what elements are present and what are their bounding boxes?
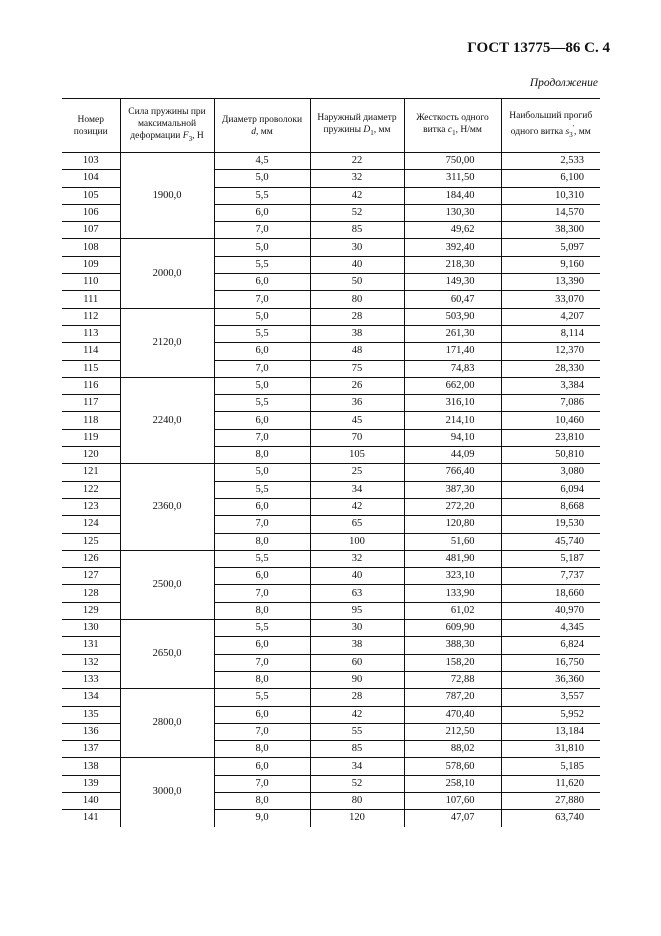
cell-position: 138 <box>62 758 120 775</box>
cell-force: 2650,0 <box>120 620 214 689</box>
cell-wire-diameter: 6,0 <box>214 706 310 723</box>
cell-stiffness: 130,30 <box>404 204 501 221</box>
cell-stiffness: 481,90 <box>404 550 501 567</box>
cell-deflection: 16,750 <box>501 654 600 671</box>
cell-stiffness: 212,50 <box>404 723 501 740</box>
cell-outer-diameter: 60 <box>310 654 404 671</box>
cell-wire-diameter: 7,0 <box>214 516 310 533</box>
cell-position: 113 <box>62 325 120 342</box>
cell-position: 118 <box>62 412 120 429</box>
cell-position: 122 <box>62 481 120 498</box>
cell-stiffness: 51,60 <box>404 533 501 550</box>
cell-deflection: 10,460 <box>501 412 600 429</box>
cell-outer-diameter: 90 <box>310 671 404 688</box>
cell-force: 2360,0 <box>120 464 214 550</box>
cell-wire-diameter: 6,0 <box>214 412 310 429</box>
cell-wire-diameter: 7,0 <box>214 360 310 377</box>
cell-wire-diameter: 6,0 <box>214 568 310 585</box>
cell-stiffness: 107,60 <box>404 792 501 809</box>
cell-wire-diameter: 6,0 <box>214 274 310 291</box>
cell-wire-diameter: 7,0 <box>214 723 310 740</box>
cell-position: 116 <box>62 377 120 394</box>
page-title: ГОСТ 13775—86 С. 4 <box>467 40 610 56</box>
cell-outer-diameter: 95 <box>310 602 404 619</box>
cell-deflection: 50,810 <box>555 449 584 461</box>
table-row <box>62 377 600 394</box>
cell-deflection: 13,390 <box>501 274 600 291</box>
cell-wire-diameter: 6,0 <box>214 204 310 221</box>
cell-wire-diameter: 5,5 <box>214 550 310 567</box>
cell-stiffness: 49,62 <box>404 222 501 239</box>
table-row <box>62 550 600 567</box>
cell-deflection: 63,740 <box>555 812 584 824</box>
cell-wire-diameter: 6,0 <box>214 758 310 775</box>
cell-position: 130 <box>62 620 120 637</box>
cell-position: 137 <box>62 741 120 758</box>
cell-wire-diameter: 5,0 <box>214 464 310 481</box>
cell-deflection: 36,360 <box>555 674 584 686</box>
cell-outer-diameter: 42 <box>310 187 404 204</box>
cell-position: 115 <box>62 360 120 377</box>
cell-outer-diameter: 85 <box>310 741 404 758</box>
cell-deflection: 5,952 <box>501 706 600 723</box>
cell-outer-diameter: 50 <box>310 274 404 291</box>
cell-force: 3000,0 <box>120 758 214 827</box>
col-header-stiffness: Жесткость одного витка $c_1$, Н/мм <box>404 99 501 153</box>
cell-deflection: 4,207 <box>501 308 600 325</box>
table-row <box>62 464 600 481</box>
col-header-outer-diameter: Наружный диаметр пружины $D_1$, мм <box>310 99 404 153</box>
cell-outer-diameter: 105 <box>310 447 404 464</box>
cell-position: 124 <box>62 516 120 533</box>
cell-deflection: 45,740 <box>555 535 584 547</box>
cell-position: 120 <box>62 447 120 464</box>
cell-outer-diameter: 80 <box>310 792 404 809</box>
cell-outer-diameter: 38 <box>310 325 404 342</box>
cell-stiffness: 214,10 <box>404 412 501 429</box>
table-row <box>62 689 600 706</box>
col-header-force: Сила пружины при максимальной деформации $F_3$, Н <box>120 99 214 153</box>
cell-deflection: 3,384 <box>501 377 600 394</box>
cell-stiffness: 258,10 <box>404 775 501 792</box>
cell-outer-diameter: 70 <box>310 429 404 446</box>
cell-outer-diameter: 28 <box>310 308 404 325</box>
cell-outer-diameter: 40 <box>310 568 404 585</box>
cell-deflection: 6,100 <box>501 170 600 187</box>
cell-position: 106 <box>62 204 120 221</box>
cell-stiffness: 261,30 <box>404 325 501 342</box>
cell-wire-diameter: 8,0 <box>214 741 310 758</box>
cell-wire-diameter: 6,0 <box>214 343 310 360</box>
cell-wire-diameter: 7,0 <box>214 429 310 446</box>
cell-force: 2120,0 <box>120 308 214 377</box>
cell-position: 127 <box>62 568 120 585</box>
cell-deflection: 27,880 <box>501 792 600 809</box>
cell-stiffness: 662,00 <box>404 377 501 394</box>
cell-stiffness: 316,10 <box>404 395 501 412</box>
cell-deflection: 23,810 <box>501 429 600 446</box>
cell-position: 104 <box>62 170 120 187</box>
cell-position: 107 <box>62 222 120 239</box>
cell-wire-diameter: 5,5 <box>214 481 310 498</box>
cell-deflection: 6,094 <box>501 481 600 498</box>
cell-deflection: 12,370 <box>501 343 600 360</box>
cell-stiffness: 750,00 <box>404 153 501 170</box>
cell-stiffness: 503,90 <box>404 308 501 325</box>
cell-deflection: 38,300 <box>555 224 584 236</box>
cell-wire-diameter: 5,5 <box>214 689 310 706</box>
cell-deflection: 5,097 <box>501 239 600 256</box>
cell-outer-diameter: 48 <box>310 343 404 360</box>
cell-stiffness: 609,90 <box>404 620 501 637</box>
cell-deflection: 8,668 <box>501 498 600 515</box>
cell-wire-diameter: 7,0 <box>214 585 310 602</box>
cell-wire-diameter: 5,0 <box>214 239 310 256</box>
cell-wire-diameter: 7,0 <box>214 654 310 671</box>
cell-wire-diameter: 5,5 <box>214 256 310 273</box>
cell-outer-diameter: 42 <box>310 706 404 723</box>
cell-position: 136 <box>62 723 120 740</box>
col-header-deflection: Наибольший прогиб одного витка $s_3'$, мм <box>501 99 600 153</box>
cell-deflection: 14,570 <box>501 204 600 221</box>
cell-outer-diameter: 25 <box>310 464 404 481</box>
cell-outer-diameter: 38 <box>310 637 404 654</box>
cell-wire-diameter: 5,0 <box>214 377 310 394</box>
cell-wire-diameter: 4,5 <box>214 153 310 170</box>
cell-wire-diameter: 8,0 <box>214 533 310 550</box>
cell-position: 140 <box>62 792 120 809</box>
cell-wire-diameter: 8,0 <box>214 602 310 619</box>
cell-force: 2240,0 <box>120 377 214 463</box>
cell-stiffness: 387,30 <box>404 481 501 498</box>
cell-deflection: 5,187 <box>501 550 600 567</box>
cell-deflection: 7,086 <box>501 395 600 412</box>
cell-deflection: 11,620 <box>501 775 600 792</box>
cell-position: 139 <box>62 775 120 792</box>
cell-outer-diameter: 30 <box>310 620 404 637</box>
spring-table <box>62 98 600 827</box>
cell-wire-diameter: 6,0 <box>214 637 310 654</box>
cell-stiffness: 72,88 <box>404 671 501 688</box>
cell-deflection: 9,160 <box>501 256 600 273</box>
cell-position: 141 <box>62 810 120 827</box>
cell-position: 105 <box>62 187 120 204</box>
cell-stiffness: 158,20 <box>404 654 501 671</box>
table-row <box>62 620 600 637</box>
cell-wire-diameter: 5,0 <box>214 170 310 187</box>
col-header-position: Номер позиции <box>62 99 120 153</box>
cell-outer-diameter: 45 <box>310 412 404 429</box>
cell-stiffness: 388,30 <box>404 637 501 654</box>
cell-position: 108 <box>62 239 120 256</box>
cell-position: 117 <box>62 395 120 412</box>
cell-outer-diameter: 52 <box>310 775 404 792</box>
cell-position: 125 <box>62 533 120 550</box>
cell-wire-diameter: 8,0 <box>214 671 310 688</box>
cell-wire-diameter: 7,0 <box>214 775 310 792</box>
cell-position: 114 <box>62 343 120 360</box>
cell-stiffness: 94,10 <box>404 429 501 446</box>
cell-deflection: 8,114 <box>501 325 600 342</box>
cell-outer-diameter: 32 <box>310 170 404 187</box>
cell-wire-diameter: 8,0 <box>214 792 310 809</box>
cell-deflection: 3,080 <box>501 464 600 481</box>
cell-deflection: 13,184 <box>501 723 600 740</box>
cell-position: 111 <box>62 291 120 308</box>
cell-position: 123 <box>62 498 120 515</box>
cell-outer-diameter: 52 <box>310 204 404 221</box>
data-table <box>62 98 600 827</box>
cell-stiffness: 392,40 <box>404 239 501 256</box>
cell-deflection: 33,070 <box>555 293 584 305</box>
cell-position: 129 <box>62 602 120 619</box>
cell-deflection: 2,533 <box>501 153 600 170</box>
cell-position: 112 <box>62 308 120 325</box>
table-row <box>62 308 600 325</box>
cell-outer-diameter: 55 <box>310 723 404 740</box>
cell-deflection: 3,557 <box>501 689 600 706</box>
cell-outer-diameter: 40 <box>310 256 404 273</box>
cell-stiffness: 184,40 <box>404 187 501 204</box>
col-header-wire-diameter: Диаметр проволоки d, мм <box>214 99 310 153</box>
cell-stiffness: 120,80 <box>404 516 501 533</box>
cell-position: 128 <box>62 585 120 602</box>
cell-wire-diameter: 6,0 <box>214 498 310 515</box>
cell-outer-diameter: 80 <box>310 291 404 308</box>
cell-stiffness: 60,47 <box>404 291 501 308</box>
cell-force: 1900,0 <box>120 153 214 239</box>
cell-outer-diameter: 65 <box>310 516 404 533</box>
cell-outer-diameter: 22 <box>310 153 404 170</box>
cell-deflection: 40,970 <box>555 604 584 616</box>
cell-position: 119 <box>62 429 120 446</box>
cell-wire-diameter: 5,5 <box>214 395 310 412</box>
cell-wire-diameter: 5,5 <box>214 187 310 204</box>
cell-position: 110 <box>62 274 120 291</box>
table-row <box>62 153 600 170</box>
cell-wire-diameter: 9,0 <box>214 810 310 827</box>
cell-stiffness: 133,90 <box>404 585 501 602</box>
cell-stiffness: 323,10 <box>404 568 501 585</box>
cell-outer-diameter: 28 <box>310 689 404 706</box>
cell-deflection: 18,660 <box>501 585 600 602</box>
cell-deflection: 19,530 <box>501 516 600 533</box>
cell-stiffness: 149,30 <box>404 274 501 291</box>
cell-position: 133 <box>62 671 120 688</box>
cell-force: 2000,0 <box>120 239 214 308</box>
cell-outer-diameter: 75 <box>310 360 404 377</box>
cell-deflection: 6,824 <box>501 637 600 654</box>
cell-stiffness: 61,02 <box>404 602 501 619</box>
cell-deflection: 28,330 <box>555 362 584 374</box>
cell-position: 121 <box>62 464 120 481</box>
cell-outer-diameter: 85 <box>310 222 404 239</box>
cell-deflection: 5,185 <box>501 758 600 775</box>
cell-stiffness: 766,40 <box>404 464 501 481</box>
cell-stiffness: 171,40 <box>404 343 501 360</box>
cell-outer-diameter: 34 <box>310 481 404 498</box>
cell-outer-diameter: 26 <box>310 377 404 394</box>
cell-stiffness: 272,20 <box>404 498 501 515</box>
continuation-label: Продолжение <box>529 77 598 89</box>
cell-outer-diameter: 30 <box>310 239 404 256</box>
cell-stiffness: 311,50 <box>404 170 501 187</box>
cell-deflection: 4,345 <box>501 620 600 637</box>
cell-position: 109 <box>62 256 120 273</box>
cell-outer-diameter: 32 <box>310 550 404 567</box>
table-body <box>62 153 600 827</box>
cell-outer-diameter: 100 <box>310 533 404 550</box>
cell-wire-diameter: 5,5 <box>214 325 310 342</box>
cell-wire-diameter: 7,0 <box>214 291 310 308</box>
table-row <box>62 758 600 775</box>
cell-outer-diameter: 36 <box>310 395 404 412</box>
cell-stiffness: 44,09 <box>404 447 501 464</box>
cell-stiffness: 578,60 <box>404 758 501 775</box>
cell-position: 135 <box>62 706 120 723</box>
cell-outer-diameter: 120 <box>310 810 404 827</box>
cell-outer-diameter: 42 <box>310 498 404 515</box>
cell-deflection: 7,737 <box>501 568 600 585</box>
cell-position: 126 <box>62 550 120 567</box>
cell-wire-diameter: 7,0 <box>214 222 310 239</box>
cell-position: 134 <box>62 689 120 706</box>
cell-wire-diameter: 8,0 <box>214 447 310 464</box>
cell-wire-diameter: 5,5 <box>214 620 310 637</box>
cell-stiffness: 470,40 <box>404 706 501 723</box>
cell-stiffness: 218,30 <box>404 256 501 273</box>
cell-wire-diameter: 5,0 <box>214 308 310 325</box>
cell-deflection: 31,810 <box>555 743 584 755</box>
cell-deflection: 10,310 <box>501 187 600 204</box>
cell-position: 103 <box>62 153 120 170</box>
cell-stiffness: 74,83 <box>404 360 501 377</box>
cell-stiffness: 787,20 <box>404 689 501 706</box>
cell-outer-diameter: 34 <box>310 758 404 775</box>
cell-position: 131 <box>62 637 120 654</box>
cell-stiffness: 88,02 <box>404 741 501 758</box>
cell-outer-diameter: 63 <box>310 585 404 602</box>
header-row <box>62 99 600 153</box>
cell-force: 2800,0 <box>120 689 214 758</box>
cell-force: 2500,0 <box>120 550 214 619</box>
cell-position: 132 <box>62 654 120 671</box>
cell-stiffness: 47,07 <box>404 810 501 827</box>
table-row <box>62 239 600 256</box>
